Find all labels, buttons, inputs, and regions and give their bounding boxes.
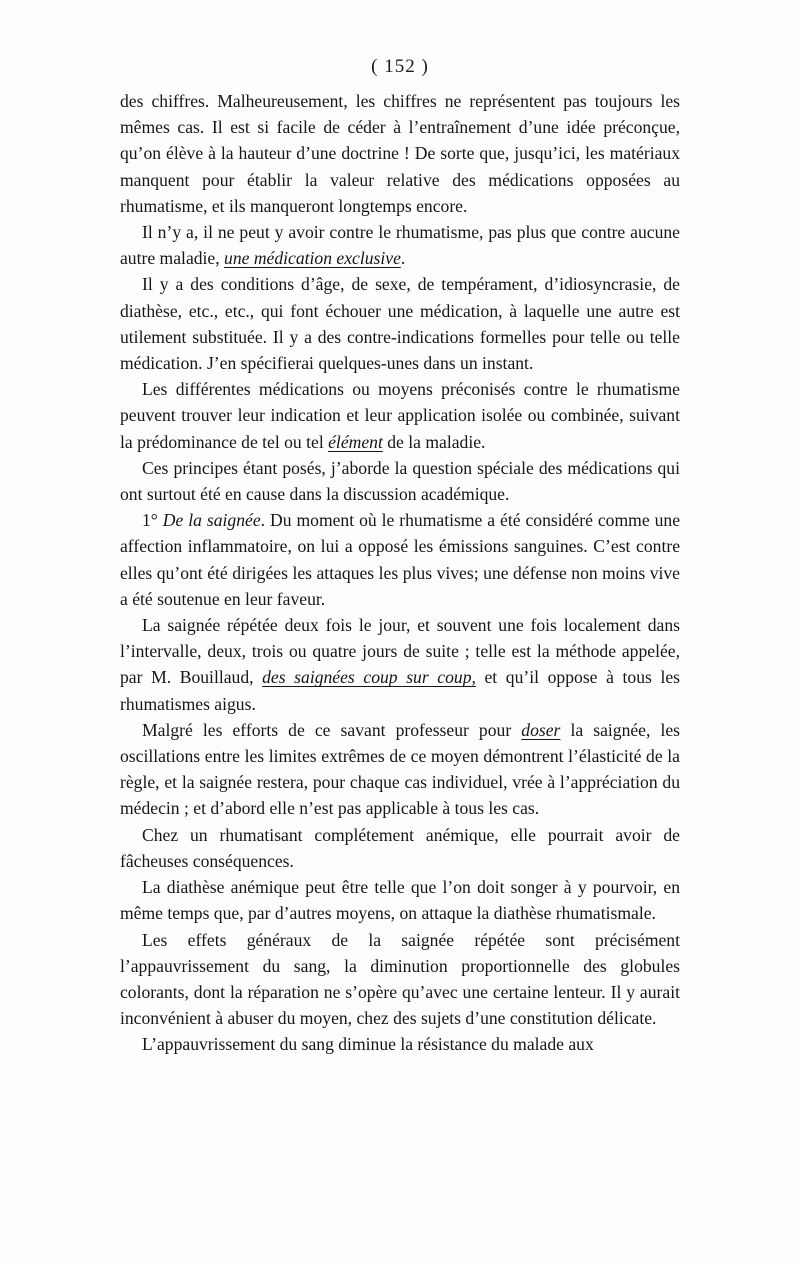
paragraph-text: Malgré les efforts de ce savant professeur pour <box>142 719 522 740</box>
paragraph <box>120 927 680 1032</box>
emphasized-phrase: une médication exclusive <box>224 248 401 269</box>
paragraph <box>120 271 680 376</box>
paragraph-text: Chez un rhumatisant complétement anémique, elle pourrait avoir de fâcheuses conséquences. <box>120 824 680 871</box>
paragraph <box>120 376 680 455</box>
emphasized-phrase: des saignées coup sur coup, <box>262 667 476 688</box>
paragraph <box>120 612 680 717</box>
paragraph-text: de la maladie. <box>382 431 486 452</box>
paragraph-text: Il n’y a, il ne peut y avoir contre le rhumatisme, pas plus que contre aucune autre maladie, <box>120 222 680 269</box>
paragraph-text: Les différentes médications ou moyens préconisés contre le rhumatisme peuvent trouver leur indication et leur application isolée ou combinée, suivant la prédominance de tel ou tel <box>120 379 680 452</box>
paragraph-text: . Du moment où le rhumatisme a été considéré comme une affection inflammatoire, on lui a opposé les émissions sanguines. C’est contre elles qu’ont été dirigées les attaques les plus vives; une défense non moins vive a été soutenue en leur faveur. <box>120 510 680 609</box>
body-text <box>120 88 680 1058</box>
paragraph <box>120 717 680 822</box>
paragraph <box>120 455 680 507</box>
emphasized-word: doser <box>521 719 561 740</box>
paragraph <box>120 822 680 874</box>
paragraph-text: et qu’il oppose à tous les rhumatismes aigus. <box>120 667 680 714</box>
section-number: 1° <box>142 510 163 531</box>
paragraph-text: la saignée, les oscillations entre les limites extrêmes de ce moyen démontrent l’élasticité de la règle, et la saignée restera, pour chaque cas individuel, vrée à l’appréciation du médecin ; et d’abord elle n’est pas applicable à tous les cas. <box>120 719 680 819</box>
paragraph <box>120 219 680 271</box>
page-number: ( 152 ) <box>371 56 429 77</box>
paragraph <box>120 874 680 926</box>
paragraph-text: . <box>400 248 406 269</box>
emphasized-word: élément <box>328 431 383 452</box>
paragraph-text: La saignée répétée deux fois le jour, et souvent une fois localement dans l’intervalle, deux, trois ou quatre jours de suite ; telle est la méthode appelée, par M. Bouillaud, <box>120 615 680 688</box>
section-paragraph <box>120 507 680 612</box>
paragraph-text: Il y a des conditions d’âge, de sexe, de tempérament, d’idiosyncrasie, de diathèse, etc., etc., qui font échouer une médication, à laquelle une autre est utilement substituée. Il y a des contre-indications formelles pour telle ou telle médication. J’en spécifierai quelques-unes dans un instant. <box>120 274 680 374</box>
paragraph-text: Les effets généraux de la saignée répétée sont précisément l’appauvrissement du sang, la diminution proportionnelle des globules colorants, dont la réparation ne s’opère qu’avec une certaine lenteur. Il y aurait inconvénient à abuser du moyen, chez des sujets d’une constitution délicate. <box>120 929 680 1029</box>
paragraph-truncated <box>120 1031 680 1057</box>
paragraph-text: Ces principes étant posés, j’aborde la question spéciale des médications qui ont surtout été en cause dans la discussion académique. <box>120 457 680 505</box>
paragraph-text: La diathèse anémique peut être telle que l’on doit songer à y pourvoir, en même temps que, par d’autres moyens, on attaque la diathèse rhumatismale. <box>120 877 680 924</box>
paragraph-text: L’appauvrissement du sang diminue la résistance du malade aux <box>142 1034 594 1055</box>
paragraph-text: des chiffres. Malheureusement, les chiffres ne représentent pas toujours les mêmes cas. Il est si facile de céder à l’entraînement d’une idée préconçue, qu’on élève à la hauteur d’une doctrine ! De sorte que, jusqu’ici, les matériaux manquent pour établir la valeur relative des médications opposées au rhumatisme, et ils manqueront longtemps encore. <box>120 91 680 216</box>
section-heading: De la saignée <box>162 510 261 531</box>
paragraph-continuation <box>120 88 680 219</box>
